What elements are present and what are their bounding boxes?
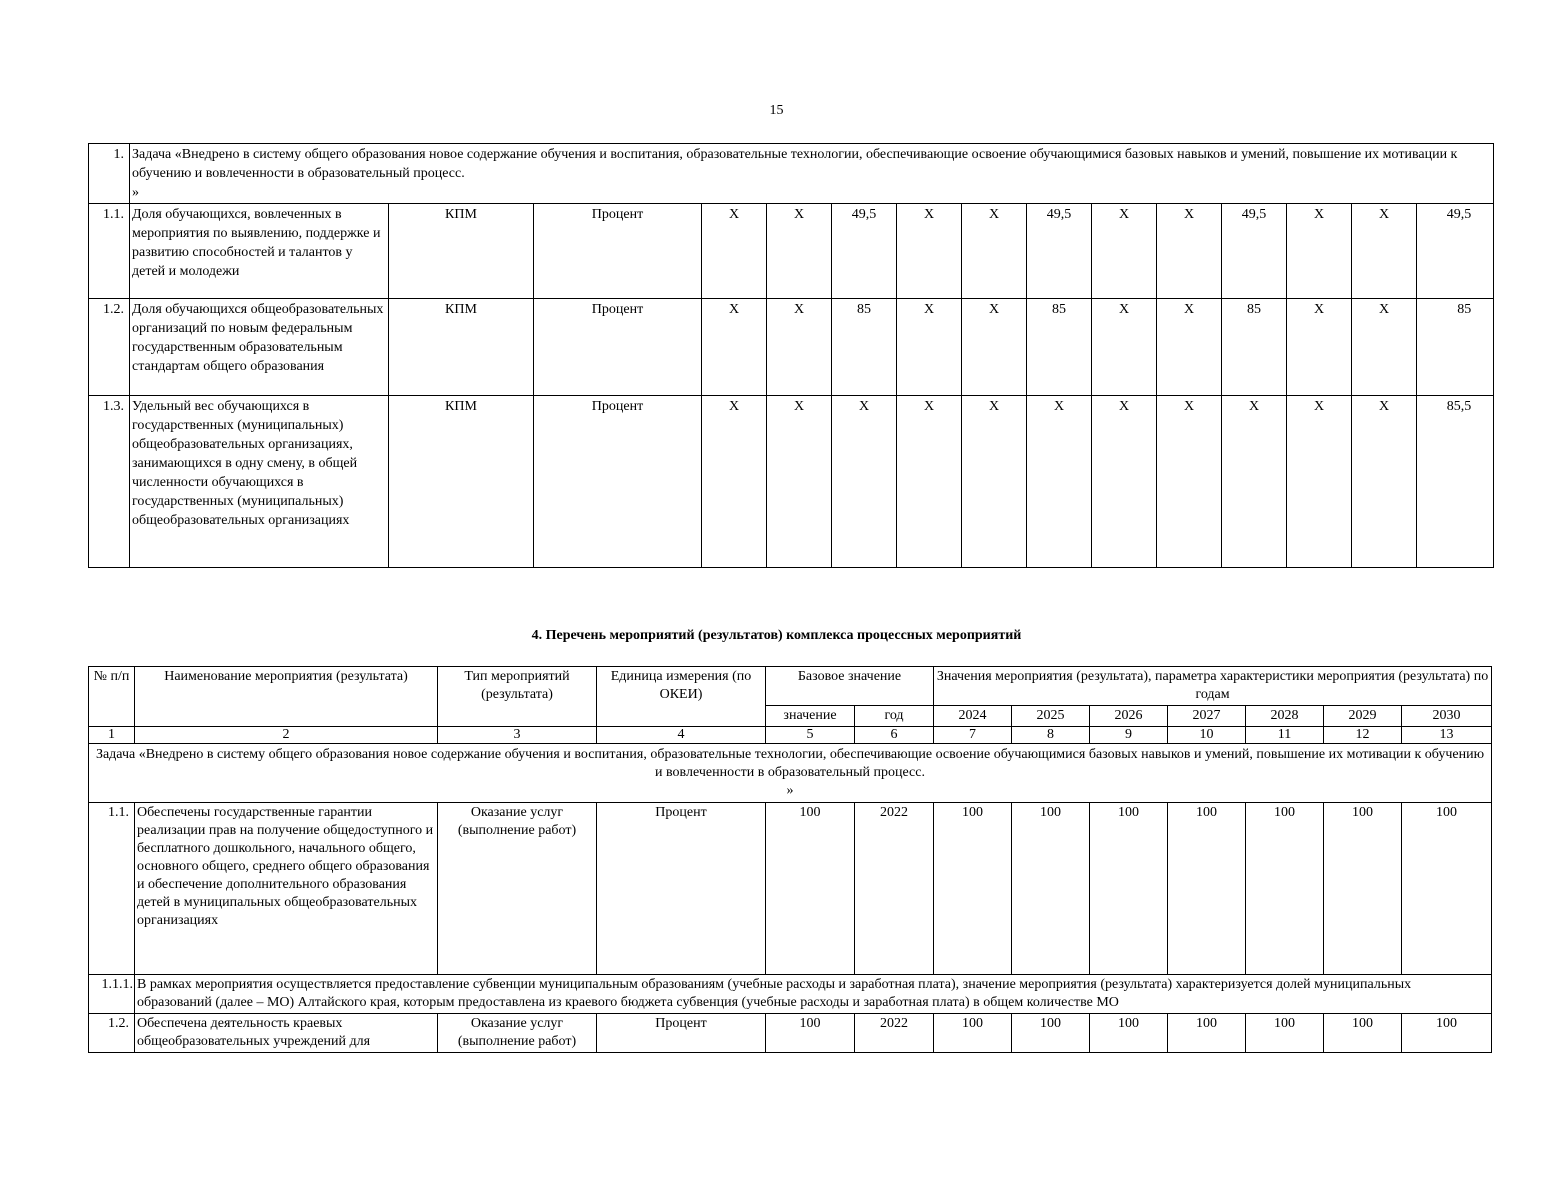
column-index: 12 <box>1324 727 1402 744</box>
value-cell: 100 <box>1012 1014 1090 1053</box>
note-row <box>89 975 1492 1014</box>
value-cell: 100 <box>1168 803 1246 975</box>
column-index: 3 <box>438 727 597 744</box>
value-cell: X <box>1352 299 1417 396</box>
task-text: Задача «Внедрено в систему общего образования новое содержание обучения и воспитания, образовательные технологии, обеспечивающие освоение обучающимися базовых навыков и умений, повышение их мотивации к обучению и вовлеченности в образовательный процесс. » <box>130 144 1494 204</box>
value-cell: X <box>767 396 832 568</box>
activity-type: Оказание услуг (выполнение работ) <box>438 1014 597 1053</box>
header-type: Тип мероприятий (результата) <box>438 667 597 727</box>
value-cell: X <box>962 396 1027 568</box>
indicator-type: КПМ <box>389 204 534 299</box>
value-cell: X <box>897 299 962 396</box>
header-year: 2030 <box>1402 706 1492 727</box>
indicator-name: Доля обучающихся общеобразовательных организаций по новым федеральным государственным образовательным стандартам общего образования <box>130 299 389 396</box>
page-number: 15 <box>769 103 784 118</box>
table-row <box>89 803 1492 975</box>
value-cell: 85 <box>1417 299 1494 396</box>
indicator-name: Удельный вес обучающихся в государственных (муниципальных) общеобразовательных организациях, занимающихся в одну смену, в общей численности обучающихся в государственных (муниципальных) общеобразовательных организациях <box>130 396 389 568</box>
value-cell: 100 <box>1168 1014 1246 1053</box>
value-cell: 100 <box>1090 1014 1168 1053</box>
value-cell: 49,5 <box>1222 204 1287 299</box>
activities-table <box>88 666 1492 1053</box>
column-index: 10 <box>1168 727 1246 744</box>
header-year: 2026 <box>1090 706 1168 727</box>
value-cell: X <box>832 396 897 568</box>
column-index: 7 <box>934 727 1012 744</box>
value-cell: X <box>897 204 962 299</box>
value-cell: 100 <box>1324 1014 1402 1053</box>
value-cell: X <box>962 299 1027 396</box>
header-name: Наименование мероприятия (результата) <box>135 667 438 727</box>
value-cell: 100 <box>1246 1014 1324 1053</box>
row-number: 1.3. <box>89 396 130 568</box>
value-cell: X <box>1287 204 1352 299</box>
header-base-year: год <box>855 706 934 727</box>
value-cell: X <box>767 299 832 396</box>
value-cell: X <box>702 396 767 568</box>
task-row <box>89 144 1494 204</box>
table-row <box>89 1014 1492 1053</box>
value-cell: X <box>1287 396 1352 568</box>
indicator-unit: Процент <box>534 396 702 568</box>
value-cell: 100 <box>1324 803 1402 975</box>
value-cell: X <box>1092 299 1157 396</box>
value-cell: 100 <box>1012 803 1090 975</box>
base-year: 2022 <box>855 1014 934 1053</box>
task-text: Задача «Внедрено в систему общего образования новое содержание обучения и воспитания, образовательные технологии, обеспечивающие освоение обучающимися базовых навыков и умений, повышение их мотивации к обучению и вовлеченности в образовательный процесс. » <box>89 744 1492 803</box>
header-year: 2024 <box>934 706 1012 727</box>
value-cell: X <box>1157 204 1222 299</box>
header-base-value: значение <box>766 706 855 727</box>
header-base: Базовое значение <box>766 667 934 706</box>
column-index: 13 <box>1402 727 1492 744</box>
table-row <box>89 204 1494 299</box>
value-cell: 100 <box>934 1014 1012 1053</box>
value-cell: 49,5 <box>832 204 897 299</box>
indicator-type: КПМ <box>389 396 534 568</box>
activity-type: Оказание услуг (выполнение работ) <box>438 803 597 975</box>
column-index: 2 <box>135 727 438 744</box>
value-cell: 85 <box>1027 299 1092 396</box>
table-row <box>89 396 1494 568</box>
base-value: 100 <box>766 1014 855 1053</box>
indicator-type: КПМ <box>389 299 534 396</box>
base-year: 2022 <box>855 803 934 975</box>
column-index: 6 <box>855 727 934 744</box>
value-cell: X <box>1352 204 1417 299</box>
note-number: 1.1.1. <box>89 975 135 1014</box>
value-cell: 100 <box>934 803 1012 975</box>
column-index: 11 <box>1246 727 1324 744</box>
column-index: 4 <box>597 727 766 744</box>
value-cell: X <box>1027 396 1092 568</box>
value-cell: 100 <box>1090 803 1168 975</box>
table-row <box>89 299 1494 396</box>
value-cell: 100 <box>1402 803 1492 975</box>
indicators-table <box>88 143 1494 568</box>
value-cell: X <box>767 204 832 299</box>
indicator-unit: Процент <box>534 299 702 396</box>
value-cell: X <box>702 299 767 396</box>
header-unit: Единица измерения (по ОКЕИ) <box>597 667 766 727</box>
value-cell: X <box>1352 396 1417 568</box>
indicator-unit: Процент <box>534 204 702 299</box>
activity-unit: Процент <box>597 803 766 975</box>
indicator-name: Доля обучающихся, вовлеченных в мероприятия по выявлению, поддержке и развитию способностей и талантов у детей и молодежи <box>130 204 389 299</box>
section-title: 4. Перечень мероприятий (результатов) комплекса процессных мероприятий <box>531 628 1022 643</box>
header-year: 2028 <box>1246 706 1324 727</box>
activity-name: Обеспечены государственные гарантии реализации прав на получение общедоступного и бесплатного дошкольного, начального общего, основного общего, среднего общего образования и обеспечение дополнительного образования детей в муниципальных общеобразовательных организациях <box>135 803 438 975</box>
column-index: 1 <box>89 727 135 744</box>
value-cell: 100 <box>1246 803 1324 975</box>
value-cell: 100 <box>1402 1014 1492 1053</box>
column-index-row <box>89 727 1492 744</box>
value-cell: X <box>1222 396 1287 568</box>
column-index: 5 <box>766 727 855 744</box>
value-cell: X <box>962 204 1027 299</box>
value-cell: 49,5 <box>1417 204 1494 299</box>
value-cell: X <box>1287 299 1352 396</box>
value-cell: X <box>1092 204 1157 299</box>
note-text: В рамках мероприятия осуществляется предоставление субвенции муниципальным образованиям (учебные расходы и заработная плата), значение мероприятия (результата) характеризуется долей муниципальных образований (далее – МО) Алтайского края, которым предоставлена из краевого бюджета субвенция (учебные расходы и заработная плата) в общем количестве МО <box>135 975 1492 1014</box>
row-number: 1.1. <box>89 204 130 299</box>
row-number: 1.2. <box>89 1014 135 1053</box>
base-value: 100 <box>766 803 855 975</box>
header-year: 2029 <box>1324 706 1402 727</box>
row-number: 1.2. <box>89 299 130 396</box>
activity-unit: Процент <box>597 1014 766 1053</box>
value-cell: X <box>897 396 962 568</box>
header-year: 2025 <box>1012 706 1090 727</box>
value-cell: 49,5 <box>1027 204 1092 299</box>
header-row <box>89 667 1492 706</box>
value-cell: X <box>702 204 767 299</box>
value-cell: 85,5 <box>1417 396 1494 568</box>
header-year: 2027 <box>1168 706 1246 727</box>
value-cell: 85 <box>832 299 897 396</box>
header-num: № п/п <box>89 667 135 727</box>
row-number: 1.1. <box>89 803 135 975</box>
column-index: 8 <box>1012 727 1090 744</box>
activity-name: Обеспечена деятельность краевых общеобразовательных учреждений для <box>135 1014 438 1053</box>
value-cell: X <box>1092 396 1157 568</box>
value-cell: 85 <box>1222 299 1287 396</box>
header-values: Значения мероприятия (результата), параметра характеристики мероприятия (результата) по годам <box>934 667 1492 706</box>
task-number: 1. <box>89 144 130 204</box>
value-cell: X <box>1157 299 1222 396</box>
task-row <box>89 744 1492 803</box>
value-cell: X <box>1157 396 1222 568</box>
column-index: 9 <box>1090 727 1168 744</box>
